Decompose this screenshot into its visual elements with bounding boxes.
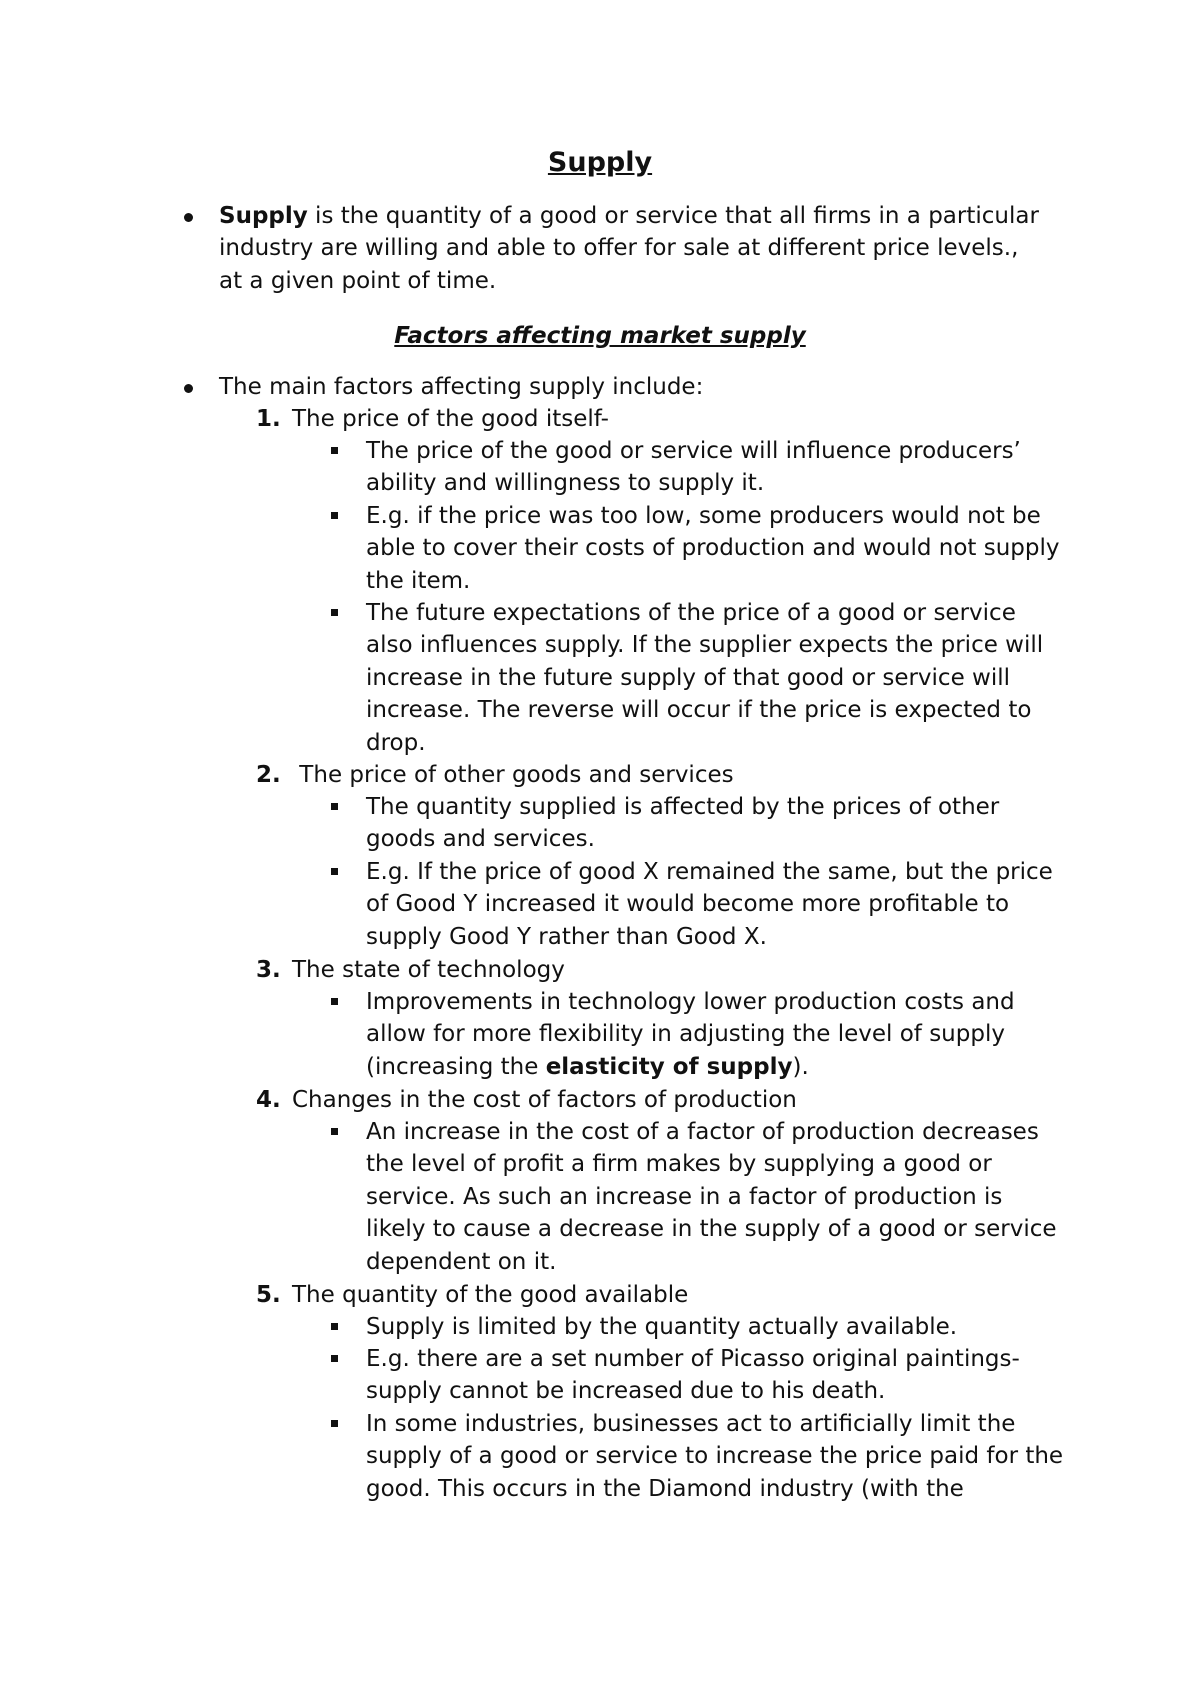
factor-number: 5. (256, 1282, 281, 1308)
factor-point: E.g. If the price of good X remained the same, but the price of Good Y increased it would become more profitable to supply Good Y rather than Good X. (366, 859, 1053, 950)
factor-point: E.g. there are a set number of Picasso original paintings- supply cannot be increased due to his death. (366, 1346, 1020, 1405)
square-bullet-icon (331, 1420, 338, 1427)
square-bullet-icon (331, 803, 338, 810)
factor-point: The future expectations of the price of a good or service also influences supply. If the supplier expects the price will increase in the future supply of that good or service will increase. The reverse will occur if the price is expected to drop. (366, 600, 1044, 756)
square-bullet-icon (331, 998, 338, 1005)
intro-definition: is the quantity of a good or service that all firms in a particular industry are willing and able to offer for sale at different price levels., at a given point of time. (219, 203, 1039, 294)
factor-number: 4. (256, 1087, 281, 1113)
key-term: elasticity of supply (545, 1053, 793, 1080)
factor-point: Supply is limited by the quantity actually available. (366, 1314, 958, 1340)
square-bullet-icon (331, 609, 338, 616)
intro-term: Supply (219, 203, 308, 229)
square-bullet-icon (331, 512, 338, 519)
intro-paragraph (219, 200, 1039, 297)
factor-point: In some industries, businesses act to artificially limit the supply of a good or service to increase the price paid for the good. This occurs in the Diamond industry (with the (366, 1411, 1064, 1502)
factor-title: The price of other goods and services (292, 762, 734, 788)
square-bullet-icon (331, 447, 338, 454)
factor-point-text: ). (792, 1053, 809, 1080)
square-bullet-icon (331, 868, 338, 875)
factor-point-text: Improvements in technology lower production costs and allow for more flexibility in adjusting the level of supply (increasing the (366, 989, 1015, 1080)
factor-point: The price of the good or service will influence producers’ ability and willingness to supply it. (366, 438, 1021, 497)
factor-number: 2. (256, 762, 281, 788)
factor-title: Changes in the cost of factors of production (292, 1087, 797, 1113)
factor-title: The state of technology (292, 957, 565, 983)
section-heading: Factors affecting market supply (394, 323, 806, 349)
bullet-dot-icon (184, 213, 193, 222)
factor-point: The quantity supplied is affected by the prices of other goods and services. (366, 794, 1000, 853)
factor-number: 1. (256, 406, 281, 432)
factor-number: 3. (256, 957, 281, 983)
square-bullet-icon (331, 1323, 338, 1330)
factor-title: The quantity of the good available (292, 1282, 689, 1308)
page-title: Supply (547, 147, 653, 178)
factors-intro: The main factors affecting supply include: (219, 374, 704, 400)
square-bullet-icon (331, 1355, 338, 1362)
factor-title: The price of the good itself- (292, 406, 609, 432)
factor-point (366, 986, 1066, 1083)
square-bullet-icon (331, 1128, 338, 1135)
factor-point: An increase in the cost of a factor of production decreases the level of profit a firm makes by supplying a good or service. As such an increase in a factor of production is likely to cause a decrease in the supply of a good or service dependent on it. (366, 1119, 1057, 1275)
factor-point: E.g. if the price was too low, some producers would not be able to cover their costs of production and would not supply the item. (366, 503, 1060, 594)
bullet-dot-icon (184, 384, 193, 393)
